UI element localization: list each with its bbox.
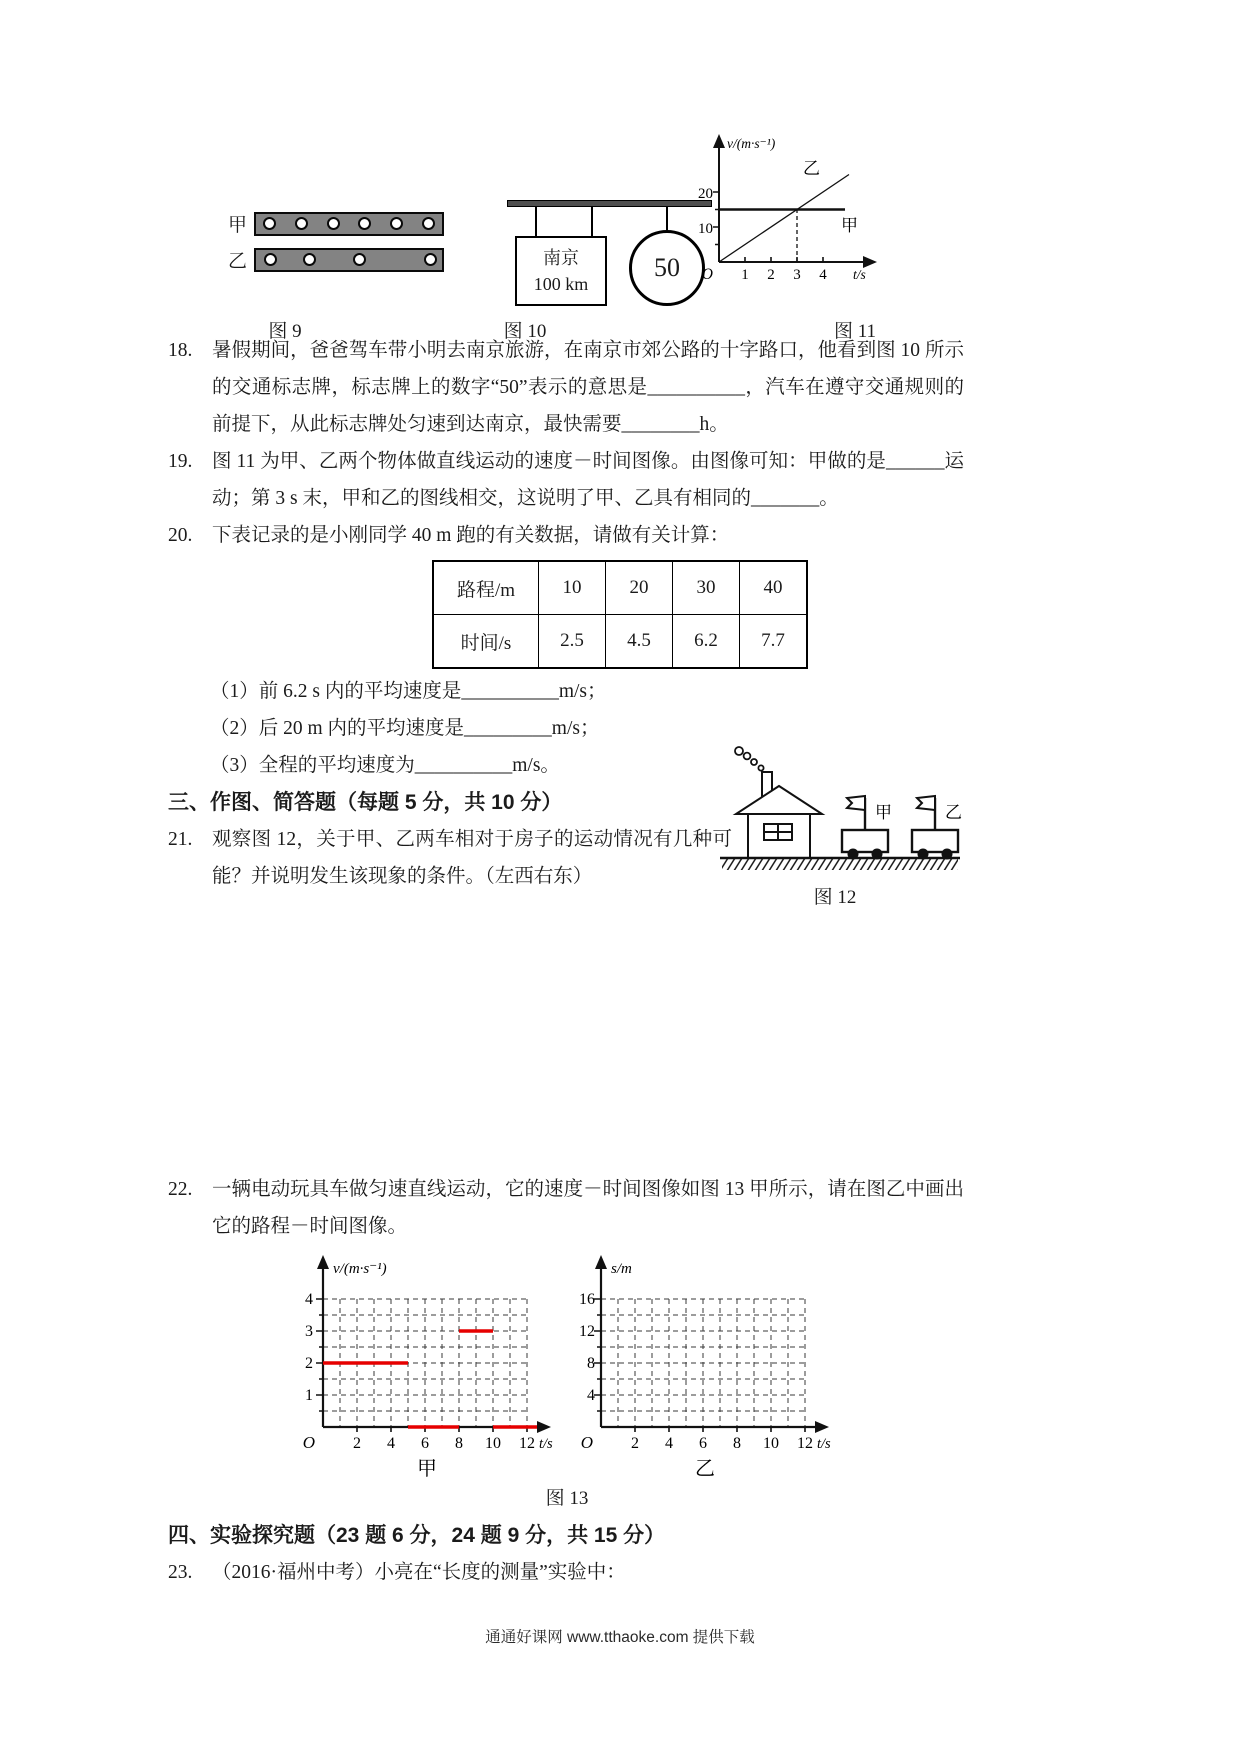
ruler-hole [422,217,435,230]
figure-row [0,0,1240,342]
table-cell: 路程/m [433,561,539,615]
figure-13 [287,1247,1240,1485]
y-arrow-icon [317,1255,329,1269]
y-tick: 20 [698,186,713,202]
origin-label: O [701,266,713,283]
ruler-hole [303,253,316,266]
table-cell: 40 [740,561,808,615]
figure-10-caption: 图 10 [503,321,547,342]
figure-13-caption: 图 13 [545,1488,589,1509]
origin-label: O [580,1433,593,1452]
y-tick: 12 [579,1323,595,1340]
question-text: （2016·福州中考）小亮在“长度的测量”实验中： [212,1562,626,1583]
chart-yi-st [565,1247,835,1485]
q20-item-2: （2）后 20 m 内的平均速度是_________m/s； [210,718,600,739]
flag-icon [847,796,865,810]
x-tick: 1 [741,267,749,283]
table-cell: 20 [606,561,673,615]
question-18 [168,332,1240,443]
question-text: 一辆电动玩具车做匀速直线运动，它的速度－时间图像如图 13 甲所示，请在图乙中画出它的路程－时间图像。 [212,1179,964,1237]
ruler-hole [327,217,340,230]
ruler-hole [353,253,366,266]
ruler-hole [295,217,308,230]
axes [316,1267,539,1432]
y-axis-unit: s/m [611,1261,632,1277]
y-tick: 1 [305,1387,313,1404]
x-axis-unit: t/s [817,1436,831,1452]
x-tick: 10 [763,1435,779,1452]
x-tick: 3 [793,267,801,283]
figure-11-caption: 图 11 [833,321,877,342]
question-21 [168,803,1240,929]
q20-item-3: （3）全程的平均速度为__________m/s。 [210,755,560,776]
x-tick: 2 [631,1435,639,1452]
ruler-jia [254,212,444,236]
question-number: 23. [168,1562,193,1583]
ground [720,858,960,870]
page-footer: 通通好课网 www.tthaoke.com 提供下载 [485,1629,755,1646]
y-tick: 3 [305,1323,313,1340]
x-tick: 6 [421,1435,429,1452]
x-tick: 12 [797,1435,813,1452]
figure-12-caption: 图 12 [813,887,857,908]
table-cell: 6.2 [673,615,740,669]
x-tick: 8 [733,1435,741,1452]
chart-jia-name: 甲 [417,1458,437,1480]
series-label-jia: 甲 [841,216,858,235]
q20-item-1: （1）前 6.2 s 内的平均速度是__________m/s； [210,681,607,702]
ruler-hole [390,217,403,230]
x-axis-unit: t/s [853,267,866,282]
car-yi [912,796,962,860]
q20-data-table [432,560,808,669]
x-tick: 8 [455,1435,463,1452]
hanger-line [591,207,593,236]
hanger-line [535,207,537,236]
car-jia-label: 甲 [875,803,892,822]
y-tick: 8 [587,1355,595,1372]
ruler-hole [424,253,437,266]
car-jia [842,796,892,860]
section-heading-3: 三、作图、简答题（每题 5 分，共 10 分） [168,791,563,814]
chimney-smoke [735,747,764,771]
section-heading-4: 四、实验探究题（23 题 6 分，24 题 9 分，共 15 分） [168,1524,666,1547]
y-arrow-icon [713,134,725,148]
flag-icon [917,796,935,810]
x-tick: 10 [485,1435,501,1452]
city-distance-sign [515,236,607,306]
hanger-line [666,207,668,230]
x-tick: 6 [699,1435,707,1452]
x-tick: 2 [767,267,775,283]
question-number: 21. [168,829,193,850]
question-text: 图 11 为甲、乙两个物体做直线运动的速度－时间图像。由图像可知：甲做的是______运动；第 3 s 末，甲和乙的图线相交，这说明了甲、乙具有相同的_______。 [212,451,964,509]
y-tick: 16 [579,1291,595,1308]
origin-label: O [302,1433,315,1452]
chart-yi-name: 乙 [695,1458,715,1480]
x-arrow-icon [537,1421,551,1433]
ruler-hole [263,217,276,230]
axes [713,134,877,268]
ruler-hole [358,217,371,230]
figure-9-caption: 图 9 [268,321,302,342]
line-yi-uniform-acceleration [719,175,849,263]
question-text: 暑假期间，爸爸驾车带小明去南京旅游，在南京市郊公路的十字路口，他看到图 10 所示的交通标志牌，标志牌上的数字“50”表示的意思是__________，汽车在遵守交通规则的前提下，从此标志牌处匀速到达南京，最快需要________h。 [212,340,964,435]
x-axis-unit: t/s [539,1436,553,1452]
ruler-hole [264,253,277,266]
question-20 [168,517,1240,554]
question-19 [168,443,1240,517]
x-arrow-icon [815,1421,829,1433]
ruler-row-jia [228,210,444,237]
speed-limit-value: 50 [654,253,680,282]
figure-9-rulers [228,210,444,282]
question-text: 下表记录的是小刚同学 40 m 跑的有关数据，请做有关计算： [212,525,730,546]
question-number: 19. [168,451,193,472]
y-arrow-icon [595,1255,607,1269]
y-axis-unit: v/(m·s⁻¹) [333,1261,387,1277]
table-cell: 时间/s [433,615,539,669]
x-tick: 4 [387,1435,395,1452]
y-tick: 4 [305,1291,313,1308]
ruler-yi [254,248,444,272]
car-yi-label: 乙 [945,803,962,822]
question-number: 20. [168,525,193,546]
y-tick: 2 [305,1355,313,1372]
grid [601,1299,805,1427]
figure-12-house-and-cars [718,746,968,886]
x-tick: 2 [353,1435,361,1452]
question-number: 22. [168,1179,193,1200]
table-cell: 2.5 [539,615,606,669]
table-row [433,561,807,615]
y-axis-unit: v/(m·s⁻¹) [727,136,776,151]
y-tick: 4 [587,1387,595,1404]
sign-beam [507,200,712,207]
question-text: 观察图 12，关于甲、乙两车相对于房子的运动情况有几种可能？并说明发生该现象的条件。（左西右东） [212,829,732,887]
table-cell: 10 [539,561,606,615]
table-row [433,615,807,669]
question-number: 18. [168,340,193,361]
house [736,772,822,858]
table-cell: 7.7 [740,615,808,669]
ruler-jia-label: 甲 [228,215,248,236]
axes [594,1267,817,1432]
city-distance: 100 km [533,274,589,294]
question-22 [168,1171,1240,1245]
series-label-yi: 乙 [803,159,820,178]
question-23 [168,1554,1240,1591]
chart-jia-vt [287,1247,557,1485]
x-tick: 4 [819,267,827,283]
table-cell: 4.5 [606,615,673,669]
ruler-yi-label: 乙 [228,251,248,272]
table-cell: 30 [673,561,740,615]
blank-space [0,929,1240,1171]
city-name: 南京 [543,247,579,268]
ruler-row-yi [228,246,444,273]
x-tick: 12 [519,1435,535,1452]
figure-11-vt-graph [685,132,885,300]
x-tick: 4 [665,1435,673,1452]
y-tick: 10 [698,221,713,237]
